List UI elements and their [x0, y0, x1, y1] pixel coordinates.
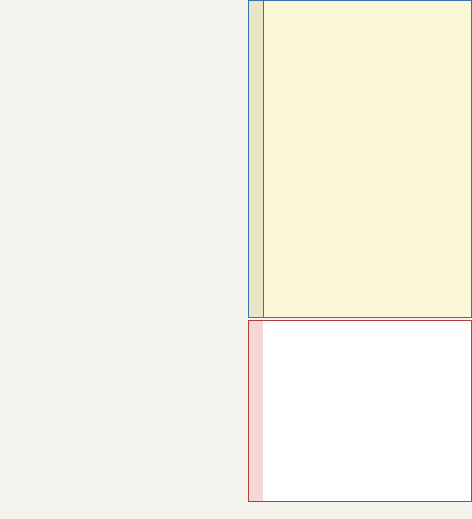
atc-light-gun-panel — [248, 320, 472, 502]
taf-header — [263, 1, 471, 19]
atc-side-label — [249, 321, 263, 501]
footer-note — [248, 503, 472, 519]
taf-side-label — [249, 1, 264, 317]
taf-metar-panel — [248, 0, 472, 318]
reference-column — [248, 0, 472, 519]
atc-header — [263, 321, 471, 335]
